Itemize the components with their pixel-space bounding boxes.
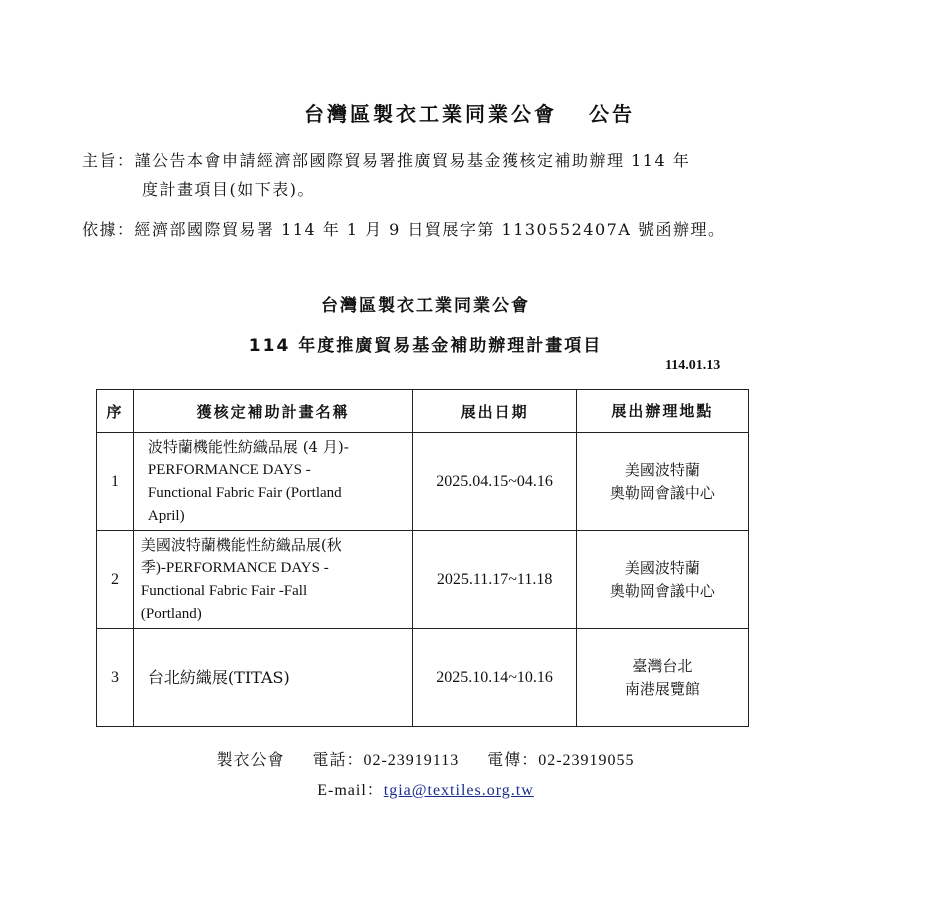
row-venue-line: 南港展覽館 xyxy=(624,679,700,698)
subject-text-1: 謹公告本會申請經濟部國際貿易署推廣貿易基金獲核定補助辦理 114 年 xyxy=(134,151,691,170)
row-name xyxy=(133,531,412,629)
row-no: 1 xyxy=(97,433,134,531)
footer-org: 製衣公會 xyxy=(216,750,285,769)
table-title: 114 年度推廣貿易基金補助辦理計畫項目 xyxy=(248,336,603,356)
header-venue: 展出辦理地點 xyxy=(576,390,748,433)
header-date: 展出日期 xyxy=(413,390,576,433)
row-venue-line: 臺灣台北 xyxy=(632,656,693,675)
basis-text: 經濟部國際貿易署 114 年 1 月 9 日貿展字第 1130552407A 號函辦理。 xyxy=(134,220,726,239)
phone-number: 02-23919113 xyxy=(363,752,460,769)
row-venue xyxy=(576,531,748,629)
row-venue-line: 奧勒岡會議中心 xyxy=(609,483,715,502)
row-venue xyxy=(576,433,748,531)
row-name-line: 波特蘭機能性紡織品展 (4 月)- xyxy=(147,437,349,456)
project-table xyxy=(96,389,749,727)
table-org-heading: 台灣區製衣工業同業公會 xyxy=(321,296,530,316)
subject-line-2 xyxy=(142,177,315,200)
row-date: 2025.11.17~11.18 xyxy=(413,531,576,629)
table-header-row xyxy=(97,390,749,433)
header-name: 獲核定補助計畫名稱 xyxy=(133,390,412,433)
row-name xyxy=(133,629,412,727)
footer-email xyxy=(0,777,851,800)
fax-number: 02-23919055 xyxy=(538,752,635,769)
row-name-line: April) xyxy=(147,507,185,524)
footer-contact xyxy=(0,747,851,770)
row-no: 3 xyxy=(97,629,134,727)
email-link[interactable]: tgia@textiles.org.tw xyxy=(383,782,534,799)
header-no: 序 xyxy=(97,390,134,433)
phone-label: 電話： xyxy=(312,750,364,769)
announcement-org: 台灣區製衣工業同業公會 xyxy=(304,102,557,126)
subject-text-2: 度計畫項目(如下表)。 xyxy=(142,180,315,199)
subject-label: 主旨： xyxy=(82,151,135,170)
table-date: 114.01.13 xyxy=(665,358,721,373)
table-row xyxy=(97,629,749,727)
row-venue-line: 美國波特蘭 xyxy=(624,558,700,577)
basis-label: 依據： xyxy=(82,220,135,239)
row-no: 2 xyxy=(97,531,134,629)
row-venue xyxy=(576,629,748,727)
row-venue-line: 美國波特蘭 xyxy=(624,460,700,479)
fax-label: 電傳： xyxy=(487,750,539,769)
row-name-line: Functional Fabric Fair (Portland xyxy=(147,484,342,501)
basis-line xyxy=(82,217,725,240)
subject-line-1 xyxy=(82,148,690,171)
row-name-line: Functional Fabric Fair -Fall xyxy=(140,582,308,599)
table-row xyxy=(97,433,749,531)
row-venue-line: 奧勒岡會議中心 xyxy=(609,581,715,600)
row-name-line: PERFORMANCE DAYS - xyxy=(147,461,311,478)
row-name-line: 美國波特蘭機能性紡織品展(秋 xyxy=(140,535,342,554)
email-label: E-mail： xyxy=(317,782,384,799)
row-name xyxy=(133,433,412,531)
row-date: 2025.10.14~10.16 xyxy=(413,629,576,727)
row-name-line: 台北紡織展(TITAS) xyxy=(147,668,290,687)
row-name-line: 季)-PERFORMANCE DAYS - xyxy=(140,559,329,576)
announcement-title xyxy=(0,98,939,127)
row-name-line: (Portland) xyxy=(140,605,202,622)
announcement-label: 公告 xyxy=(589,102,635,126)
table-row xyxy=(97,531,749,629)
row-date: 2025.04.15~04.16 xyxy=(413,433,576,531)
